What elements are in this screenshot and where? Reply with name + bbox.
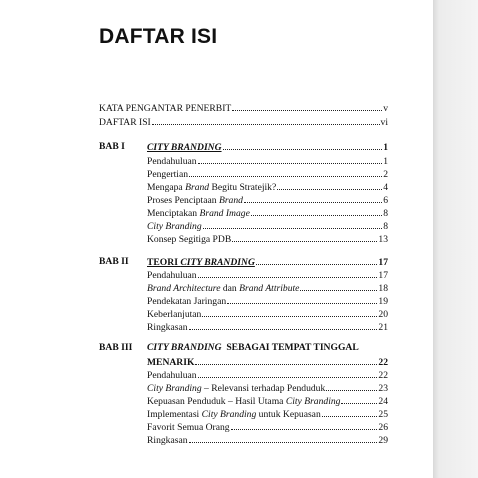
toc-entry	[99, 232, 388, 245]
toc-entry	[99, 420, 388, 433]
chapter-page: 1	[383, 142, 388, 153]
toc-entry-page: 21	[378, 322, 388, 333]
toc-entry-page: v	[383, 103, 388, 114]
toc-entry-page: 29	[378, 435, 388, 446]
toc-entry-page: 24	[378, 396, 388, 407]
leader-dots	[322, 407, 378, 417]
chapter-number: BAB II	[99, 256, 129, 267]
label-part: – Relevansi terhadap Penduduk	[201, 383, 326, 394]
toc-entry-label: Pendahuluan	[147, 156, 197, 167]
toc-entry	[99, 115, 388, 128]
toc-entry	[99, 101, 388, 114]
toc-entry-page: vi	[380, 117, 388, 128]
toc-entry	[99, 268, 388, 281]
toc-entry-label: Pendekatan Jaringan	[147, 296, 227, 307]
toc-entry-label: Ringkasan	[147, 322, 188, 333]
label-italic-part: City Branding	[147, 383, 202, 394]
toc-entry	[99, 433, 388, 446]
toc-entry-page: 8	[383, 208, 388, 219]
chapter-title: CITY BRANDING	[147, 142, 222, 153]
chapter-title-line2: MENARIK	[147, 357, 195, 368]
chapter-page: 17	[378, 257, 388, 268]
toc-entry	[99, 320, 388, 333]
toc-entry-page: 26	[378, 422, 388, 433]
leader-dots	[326, 381, 377, 391]
toc-entry	[99, 167, 388, 180]
leader-dots	[256, 255, 378, 265]
toc-entry	[99, 206, 388, 219]
label-italic-part: City Branding	[285, 396, 341, 407]
toc-entry-label: Favorit Semua Orang	[147, 422, 230, 433]
page-title: DAFTAR ISI	[99, 25, 218, 48]
leader-dots	[231, 420, 378, 430]
chapter-page: 22	[378, 357, 388, 368]
leader-dots	[251, 206, 382, 216]
chapter-number: BAB III	[99, 342, 133, 353]
leader-dots	[223, 140, 383, 150]
leader-dots	[189, 433, 378, 443]
toc-entry	[99, 368, 388, 381]
toc-entry-page: 18	[378, 283, 388, 294]
leader-dots	[232, 232, 377, 242]
leader-dots	[189, 167, 382, 177]
leader-dots	[277, 180, 382, 190]
toc-entry-page: 6	[383, 195, 388, 206]
chapter-title-line1	[147, 342, 359, 354]
leader-dots	[198, 268, 378, 278]
leader-dots	[300, 281, 377, 291]
toc-entry-page: 25	[378, 409, 388, 420]
toc-entry	[99, 219, 388, 232]
label-italic-part: CITY BRANDING	[147, 342, 222, 353]
label-part: Kepuasan Penduduk – Hasil Utama	[147, 396, 286, 407]
leader-dots	[341, 394, 377, 404]
label-italic-part: CITY BRANDING	[180, 257, 255, 268]
toc-entry-page: 19	[378, 296, 388, 307]
leader-dots	[227, 294, 377, 304]
label-italic-part: Brand Attribute	[239, 283, 300, 294]
label-part: Implementasi	[147, 409, 202, 420]
toc-entry-label: DAFTAR ISI	[99, 117, 151, 128]
leader-dots	[195, 355, 377, 365]
toc-entry	[99, 294, 388, 307]
toc-entry-page: 1	[383, 156, 388, 167]
toc-entry-page: 4	[383, 182, 388, 193]
toc-entry	[99, 154, 388, 167]
toc-entry	[99, 407, 388, 420]
toc-entry	[99, 281, 388, 294]
toc-entry-label: City Branding	[147, 221, 202, 232]
toc-entry	[99, 394, 388, 407]
leader-dots	[152, 115, 380, 125]
label-part: Mengapa	[147, 182, 186, 193]
label-part: untuk Kepuasan	[256, 409, 321, 420]
label-italic-part: Brand	[218, 195, 243, 206]
label-part: Proses Penciptaan	[147, 195, 219, 206]
toc-entry-label: Pendahuluan	[147, 270, 197, 281]
toc-entry	[99, 180, 388, 193]
toc-entry-label: Pengertian	[147, 169, 189, 180]
label-part: TEORI	[147, 257, 181, 268]
chapter-number: BAB I	[99, 141, 125, 152]
page-edge-shadow	[433, 0, 478, 478]
toc-entry-page: 22	[378, 370, 388, 381]
toc-entry-label: Keberlanjutan	[147, 309, 202, 320]
toc-entry-label: KATA PENGANTAR PENERBIT	[99, 103, 232, 114]
leader-dots	[232, 101, 382, 111]
toc-entry-page: 8	[383, 221, 388, 232]
chapter-heading	[99, 140, 388, 153]
toc-entry-page: 23	[378, 383, 388, 394]
label-part: dan	[220, 283, 240, 294]
label-part: SEBAGAI TEMPAT TINGGAL	[221, 342, 359, 353]
leader-dots	[202, 307, 377, 317]
chapter-heading-line2	[99, 355, 388, 368]
toc-entry-page: 2	[383, 169, 388, 180]
leader-dots	[198, 154, 383, 164]
label-italic-part: City Branding	[201, 409, 257, 420]
toc-entry-label: Konsep Segitiga PDB	[147, 234, 232, 245]
leader-dots	[189, 320, 378, 330]
toc-entry	[99, 193, 388, 206]
toc-entry	[99, 381, 388, 394]
toc-entry-page: 17	[378, 270, 388, 281]
toc-entry-page: 13	[378, 234, 388, 245]
label-part: Menciptakan	[147, 208, 200, 219]
leader-dots	[244, 193, 382, 203]
toc-entry-page: 20	[378, 309, 388, 320]
label-italic-part: Brand Architecture	[147, 283, 221, 294]
label-part: Begitu Stratejik?	[209, 182, 277, 193]
leader-dots	[198, 368, 378, 378]
toc-entry	[99, 307, 388, 320]
label-italic-part: Brand Image	[199, 208, 250, 219]
label-italic-part: Brand	[185, 182, 210, 193]
toc-entry-label: Pendahuluan	[147, 370, 197, 381]
toc-entry-label: Ringkasan	[147, 435, 188, 446]
leader-dots	[203, 219, 383, 229]
chapter-heading	[99, 255, 388, 268]
